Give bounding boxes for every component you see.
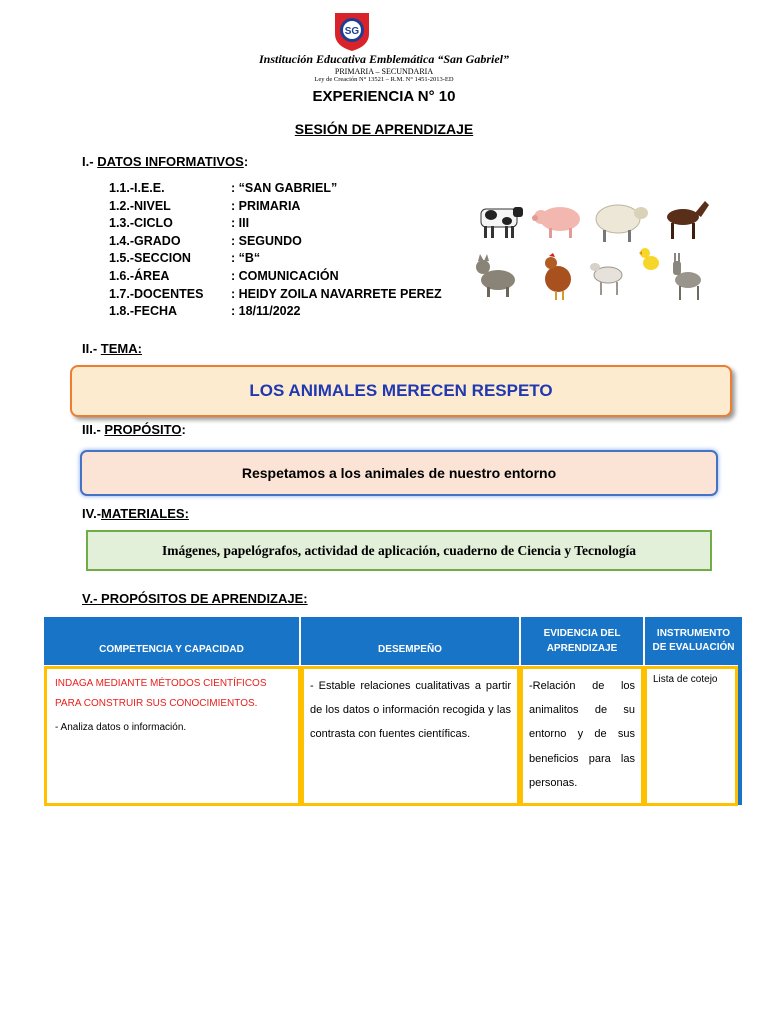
proposito-text: Respetamos a los animales de nuestro entorno bbox=[241, 465, 557, 481]
datos-row: 1.5.-SECCION : “B“ bbox=[109, 251, 261, 265]
desempeno-text: - Estable relaciones cualitativas a partir de los datos o información recogida y las contrasta con fuentes científicas. bbox=[310, 680, 511, 741]
chick-image bbox=[639, 248, 659, 270]
section-propositos-heading: V.- PROPÓSITOS DE APRENDIZAJE: bbox=[82, 591, 308, 606]
datos-row: 1.3.-CICLO : III bbox=[109, 216, 250, 230]
table-edge bbox=[738, 665, 742, 805]
datos-row: 1.4.-GRADO : SEGUNDO bbox=[109, 234, 302, 248]
pig-image bbox=[532, 207, 580, 238]
sheep-image bbox=[596, 205, 648, 242]
goat-image bbox=[590, 263, 622, 295]
tema-box bbox=[70, 365, 732, 417]
header-competencia: COMPETENCIA Y CAPACIDAD bbox=[44, 617, 299, 665]
propositos-table bbox=[44, 617, 742, 807]
header-evidencia: EVIDENCIA DEL APRENDIZAJE bbox=[521, 617, 643, 665]
document-subtitle: SESIÓN DE APRENDIZAJE bbox=[294, 121, 474, 137]
tema-text: LOS ANIMALES MERECEN RESPETO bbox=[249, 381, 553, 400]
institution-levels: PRIMARIA – SECUNDARIA bbox=[334, 67, 434, 76]
institution-name: Institución Educativa Emblemática “San Gabriel” bbox=[258, 52, 510, 66]
cat-image bbox=[476, 254, 515, 297]
datos-row: 1.1.-I.E.E. : “SAN GABRIEL” bbox=[109, 181, 338, 195]
header-desempeno: DESEMPEÑO bbox=[301, 617, 519, 665]
section-tema-heading: II.- TEMA: bbox=[82, 341, 142, 356]
hen-image bbox=[545, 253, 571, 300]
cow-image bbox=[481, 207, 523, 238]
logo-text: SG bbox=[344, 26, 360, 37]
instrumento-text: Lista de cotejo bbox=[653, 674, 718, 685]
datos-row: 1.2.-NIVEL : PRIMARIA bbox=[109, 199, 301, 213]
section-materiales-heading: IV.-MATERIALES: bbox=[82, 506, 189, 521]
datos-row: 1.7.-DOCENTES : HEIDY ZOILA NAVARRETE PEREZ bbox=[109, 287, 442, 301]
donkey-image bbox=[673, 253, 701, 300]
competencia-text: INDAGA MEDIANTE MÉTODOS CIENTÍFICOS PARA CONSTRUIR SUS CONOCIMIENTOS. bbox=[55, 678, 267, 709]
cell-competencia bbox=[44, 666, 301, 806]
horse-image bbox=[667, 201, 709, 239]
document-title: EXPERIENCIA N° 10 bbox=[312, 88, 456, 105]
section-datos-heading: I.- DATOS INFORMATIVOS: bbox=[82, 154, 249, 169]
cell-evidencia bbox=[520, 666, 644, 806]
datos-row: 1.6.-ÁREA : COMUNICACIÓN bbox=[109, 269, 339, 283]
animals-image bbox=[473, 195, 718, 310]
proposito-box bbox=[80, 450, 718, 496]
header-instrumento: INSTRUMENTO DE EVALUACIÓN bbox=[645, 617, 742, 665]
cell-desempeno bbox=[301, 666, 520, 806]
evidencia-text: -Relación de los animalitos de su entorno y de sus beneficios para las personas. bbox=[529, 680, 635, 789]
cell-instrumento bbox=[644, 666, 738, 806]
materiales-box bbox=[86, 530, 712, 571]
datos-row: 1.8.-FECHA : 18/11/2022 bbox=[109, 304, 301, 318]
section-proposito-heading: III.- PROPÓSITO: bbox=[82, 422, 186, 437]
school-logo bbox=[333, 10, 371, 52]
capacidad-text: - Analiza datos o información. bbox=[55, 722, 187, 733]
materiales-text: Imágenes, papelógrafos, actividad de aplicación, cuaderno de Ciencia y Tecnología bbox=[161, 542, 636, 558]
institution-creation: Ley de Creación N° 13521 – R.M. N° 1451-2013-ED bbox=[314, 76, 454, 83]
